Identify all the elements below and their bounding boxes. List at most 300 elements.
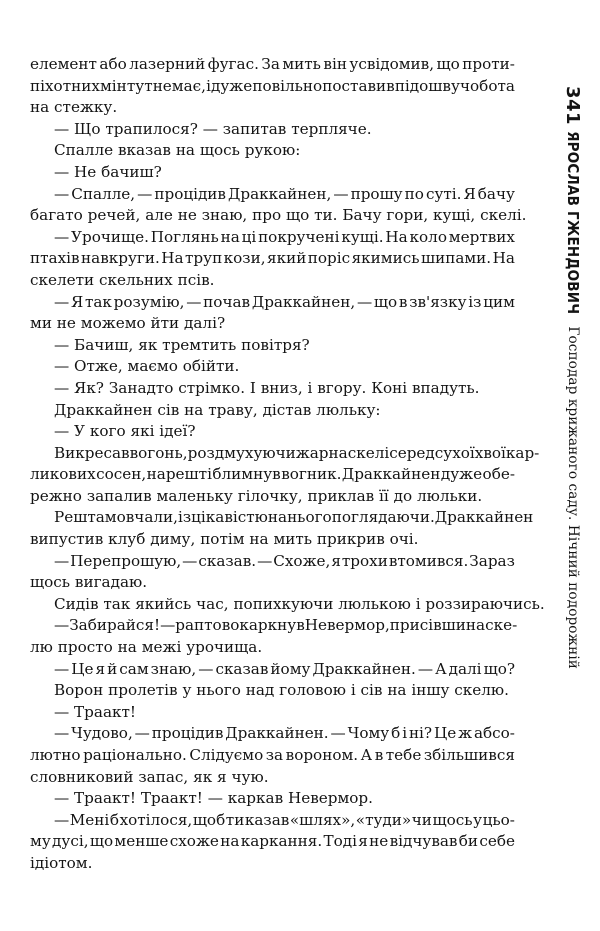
word: мить	[273, 530, 313, 549]
word: коло	[409, 227, 447, 246]
word: дусі,	[52, 832, 89, 851]
word: труп	[185, 249, 223, 268]
word: —	[54, 616, 70, 635]
word: гори,	[386, 206, 429, 225]
word: Перепрошую,	[70, 551, 182, 570]
text-line	[30, 767, 515, 789]
word: скелю.	[454, 681, 509, 700]
word: просто	[57, 638, 113, 657]
text-line	[30, 486, 515, 508]
word: знаю,	[201, 206, 248, 225]
text-line	[30, 76, 515, 98]
word: —	[54, 162, 70, 181]
word: менше	[114, 832, 169, 851]
word: Забирайся!	[69, 616, 161, 635]
word: розумію,	[113, 292, 185, 311]
word: вниз,	[260, 378, 303, 397]
word: ликових	[30, 465, 96, 484]
running-head-rotated	[558, 86, 588, 669]
word: тебе	[385, 746, 422, 764]
word: обійти.	[182, 357, 240, 376]
word: час,	[196, 594, 229, 613]
word: багато	[30, 206, 83, 225]
word: із	[468, 292, 482, 311]
word: б	[391, 724, 401, 743]
word: чую.	[231, 767, 269, 786]
word: кого	[89, 422, 126, 441]
word: себе	[479, 832, 515, 851]
word: далі?	[184, 314, 226, 333]
word: присівши	[389, 616, 466, 635]
book-title: Господар крижаного саду. Нічний подорожній	[565, 326, 581, 669]
word: покручені	[258, 227, 340, 246]
word: Схоже,	[273, 551, 331, 570]
word: вказав	[117, 141, 171, 160]
word: Мені	[69, 810, 110, 829]
word: усвідомив,	[349, 55, 435, 73]
word: в	[398, 292, 408, 311]
word: стрімко.	[178, 378, 246, 397]
word: кар-	[505, 443, 540, 462]
word: Викресав	[54, 443, 130, 462]
word: вгору.	[317, 378, 367, 397]
word: ми	[30, 314, 52, 333]
word: рукою:	[244, 141, 301, 160]
word: навкруги.	[81, 249, 160, 268]
text-line	[30, 140, 515, 162]
word: вогонь,	[129, 443, 188, 462]
word: Не	[74, 162, 97, 181]
word: —	[54, 702, 70, 721]
word: казав	[244, 810, 290, 829]
word: нього	[196, 681, 241, 700]
word: раціонально.	[83, 746, 187, 764]
word: і	[402, 724, 408, 743]
word: му	[30, 832, 51, 851]
word: —	[356, 292, 373, 311]
word: словниковий	[30, 767, 134, 786]
word: —	[54, 422, 70, 441]
text-line	[30, 637, 515, 659]
word: ти	[225, 810, 245, 829]
word: псів.	[177, 270, 215, 289]
text-line	[30, 378, 515, 400]
word: на	[117, 638, 137, 657]
word: —	[54, 227, 70, 246]
word: можемо	[80, 314, 146, 333]
text-line	[30, 680, 515, 702]
word: сів	[157, 400, 180, 419]
word: Драккайнен.	[225, 724, 329, 743]
word: стежку.	[54, 98, 118, 117]
word: —	[186, 292, 202, 311]
word: не	[56, 314, 76, 333]
word: скелі	[347, 443, 390, 462]
word: що	[89, 832, 114, 851]
word: прошу	[350, 184, 403, 203]
word: приклав	[307, 486, 375, 505]
word: кози,	[223, 249, 266, 268]
text-line	[30, 335, 515, 357]
text-line	[30, 313, 515, 335]
word: Я	[463, 184, 476, 203]
text-line	[30, 292, 515, 314]
word: її	[379, 486, 389, 505]
word: тремтить	[162, 335, 237, 354]
page-body-text	[30, 54, 545, 875]
word: запитав	[222, 119, 287, 138]
word: у	[182, 681, 192, 700]
word: гілочку,	[237, 486, 303, 505]
text-line	[30, 507, 534, 529]
word: Драккайнен,	[251, 292, 356, 311]
word: схоже	[169, 832, 219, 851]
word: На	[492, 249, 515, 268]
text-line	[30, 97, 515, 119]
word: мить	[282, 55, 321, 73]
word: нього	[287, 508, 332, 527]
word: —	[54, 659, 70, 678]
word: ідеї?	[159, 422, 196, 441]
word: птахів	[30, 249, 80, 268]
word: терпляче.	[291, 119, 372, 138]
text-line	[30, 745, 515, 767]
word: Спалле	[54, 141, 114, 160]
word: що	[436, 55, 460, 73]
word: —	[207, 789, 223, 808]
text-line	[30, 400, 515, 422]
word: Драккайнен	[434, 508, 534, 527]
word: не	[177, 206, 197, 225]
word: жар	[295, 443, 329, 462]
word: За	[261, 55, 280, 73]
word: Зараз	[469, 551, 515, 570]
word: щось	[30, 573, 71, 592]
word: поглядаючи.	[331, 508, 435, 527]
word: роззираючись.	[425, 594, 545, 613]
word: Отже,	[74, 357, 123, 376]
word: «шлях»,	[289, 810, 356, 829]
word: сказав	[215, 659, 269, 678]
word: мовчали,	[104, 508, 178, 527]
word: лю	[30, 638, 53, 657]
word: На	[161, 249, 184, 268]
text-line	[30, 529, 515, 551]
word: роздмухуючи	[187, 443, 296, 462]
word: на	[328, 443, 348, 462]
text-line	[30, 464, 515, 486]
word: Це	[433, 724, 457, 743]
word: На	[385, 227, 408, 246]
word: які	[130, 422, 155, 441]
word: —	[330, 724, 346, 743]
word: сів	[360, 681, 383, 700]
word: втомився.	[388, 551, 469, 570]
word: Як?	[74, 378, 104, 397]
text-line	[30, 356, 515, 378]
word: —	[54, 335, 70, 354]
word: у	[473, 810, 483, 829]
word: —	[54, 551, 70, 570]
word: ці	[241, 227, 257, 246]
word: тут	[126, 76, 153, 95]
word: У	[74, 422, 86, 441]
word: на	[465, 616, 486, 635]
word: повільно	[252, 76, 323, 95]
word: запас,	[138, 767, 189, 786]
word: й	[107, 659, 118, 678]
word: сосен,	[96, 465, 147, 484]
word: межі	[141, 638, 182, 657]
word: але	[145, 206, 173, 225]
author-name: ЯРОСЛАВ ГЖЕНДОВИЧ	[564, 131, 582, 315]
word: цьо-	[482, 810, 515, 829]
word: Сидів	[54, 594, 99, 613]
word: Слідуємо	[189, 746, 264, 764]
text-line	[30, 615, 518, 637]
word: відчував	[389, 832, 458, 851]
word: —	[54, 357, 70, 376]
word: пролетів	[108, 681, 178, 700]
word: Драккайнен.	[312, 659, 416, 678]
text-line	[30, 788, 515, 810]
word: чобота	[459, 76, 515, 95]
word: режно	[30, 486, 82, 505]
word: маємо	[127, 357, 178, 376]
word: Траакт!	[74, 702, 137, 721]
word: люлькою	[338, 594, 411, 613]
text-line	[30, 184, 515, 206]
word: Що	[74, 119, 101, 138]
text-line	[30, 421, 515, 443]
word: Занадто	[108, 378, 174, 397]
word: «туди»	[355, 810, 412, 829]
word: який	[267, 249, 307, 268]
word: до	[393, 486, 413, 505]
word: і	[350, 681, 356, 700]
word: вогник.	[281, 465, 342, 484]
word: над	[245, 681, 275, 700]
word: —	[54, 184, 70, 203]
word: попихкуючи	[233, 594, 334, 613]
word: —	[333, 184, 349, 203]
word: чи	[411, 810, 432, 829]
word: ідіотом.	[30, 853, 93, 872]
word: бачиш?	[101, 162, 162, 181]
word: і	[307, 378, 313, 397]
word: або	[99, 55, 127, 73]
word: про	[252, 206, 282, 225]
word: скелі.	[480, 206, 527, 225]
text-line	[30, 227, 515, 249]
word: —	[54, 378, 70, 397]
word: я	[95, 659, 106, 678]
word: кущі,	[433, 206, 476, 225]
text-line	[30, 723, 515, 745]
word: із	[178, 508, 192, 527]
word: вороном.	[285, 746, 359, 764]
word: і	[206, 76, 211, 95]
word: на	[220, 227, 240, 246]
word: якийсь	[135, 594, 192, 613]
word: —	[54, 789, 70, 808]
word: що	[373, 292, 398, 311]
word: дуже	[440, 465, 483, 484]
word: Невермор,	[304, 616, 390, 635]
word: серед	[389, 443, 435, 462]
word: дуже	[211, 76, 253, 95]
word: Я	[70, 292, 84, 311]
word: бачу	[477, 184, 515, 203]
word: збільшився	[423, 746, 515, 764]
text-line	[30, 551, 515, 573]
page-number: 341	[562, 86, 584, 126]
word: раптово	[175, 616, 240, 635]
word: впадуть.	[412, 378, 480, 397]
word: йти	[150, 314, 180, 333]
word: по	[404, 184, 424, 203]
word: каркання.	[240, 832, 323, 851]
running-head	[558, 86, 588, 669]
word: на	[184, 400, 204, 419]
word: —	[417, 659, 434, 678]
word: знаю,	[150, 659, 197, 678]
text-line	[30, 831, 515, 853]
word: —	[198, 659, 214, 678]
word: на	[30, 98, 50, 117]
word: він	[323, 55, 347, 73]
word: як	[138, 335, 158, 354]
word: сказав.	[198, 551, 257, 570]
word: почав	[203, 292, 251, 311]
text-line	[30, 572, 515, 594]
text-line	[30, 702, 515, 724]
word: я	[358, 832, 368, 851]
word: в	[374, 746, 384, 764]
word: Чому	[347, 724, 390, 743]
word: клуб	[108, 530, 146, 549]
word: я	[331, 551, 341, 570]
word: люльки.	[416, 486, 483, 505]
text-line	[30, 205, 527, 227]
word: хотілося,	[119, 810, 193, 829]
word: трохи	[341, 551, 388, 570]
word: фугас.	[207, 55, 259, 73]
word: речей,	[87, 206, 141, 225]
word: лютно	[30, 746, 81, 764]
word: очі.	[389, 530, 419, 549]
word: так	[103, 594, 131, 613]
word: немає,	[152, 76, 206, 95]
word: маленьку	[156, 486, 233, 505]
word: Поглянь	[150, 227, 219, 246]
word: Драккайнен,	[228, 184, 332, 203]
word: Бачу	[342, 206, 382, 225]
word: процідив	[151, 724, 224, 743]
word: на	[175, 141, 195, 160]
word: іншу	[411, 681, 450, 700]
word: б	[109, 810, 119, 829]
word: —	[54, 119, 70, 138]
word: Це	[71, 659, 94, 678]
word: на	[249, 530, 269, 549]
word: потім	[200, 530, 245, 549]
word: поставив	[322, 76, 395, 95]
word: ти.	[314, 206, 338, 225]
word: кущі.	[341, 227, 384, 246]
word: —	[137, 184, 153, 203]
word: мін	[99, 76, 127, 95]
word: випустив	[30, 530, 104, 549]
word: щоб	[192, 810, 226, 829]
word: не	[369, 832, 389, 851]
word: ні?	[408, 724, 433, 743]
word: Решта	[54, 508, 105, 527]
word: Траакт!	[74, 789, 137, 808]
word: підошву	[394, 76, 460, 95]
word: цим	[483, 292, 515, 311]
word: хвої	[474, 443, 506, 462]
word: далі	[448, 659, 482, 678]
word: і	[415, 594, 421, 613]
word: —	[257, 551, 273, 570]
word: елемент	[30, 55, 97, 73]
word: Драккайнен	[341, 465, 441, 484]
word: трапилося?	[105, 119, 198, 138]
word: йому	[270, 659, 311, 678]
word: Невермор.	[287, 789, 373, 808]
word: Тоді	[323, 832, 357, 851]
word: —	[182, 551, 198, 570]
word: Чудово,	[71, 724, 133, 743]
word: цікавістю	[191, 508, 268, 527]
word: люльку:	[316, 400, 381, 419]
word: шипами.	[420, 249, 492, 268]
text-line	[30, 810, 515, 832]
word: я	[217, 767, 227, 786]
word: А	[435, 659, 447, 678]
text-line	[30, 54, 515, 76]
word: піхотних	[30, 76, 100, 95]
word: —	[134, 724, 150, 743]
word: якимись	[351, 249, 420, 268]
word: на	[267, 508, 288, 527]
word: Драккайнен	[54, 400, 153, 419]
word: скельних	[99, 270, 173, 289]
word: Бачиш,	[74, 335, 134, 354]
text-line	[30, 270, 515, 292]
word: І	[249, 378, 256, 397]
word: траву,	[208, 400, 258, 419]
word: —	[202, 119, 218, 138]
word: диму,	[150, 530, 196, 549]
word: скелети	[30, 270, 95, 289]
word: каркнув	[239, 616, 305, 635]
word: абсо-	[473, 724, 515, 743]
word: ске-	[485, 616, 518, 635]
word: каркав	[227, 789, 284, 808]
word: проти-	[462, 55, 515, 73]
word: ж	[458, 724, 473, 743]
word: прикрив	[316, 530, 385, 549]
word: поріс	[307, 249, 351, 268]
word: так	[84, 292, 112, 311]
word: урочища.	[186, 638, 263, 657]
text-line	[30, 443, 540, 465]
word: на	[220, 832, 240, 851]
text-line	[30, 248, 515, 270]
word: —	[54, 724, 70, 743]
